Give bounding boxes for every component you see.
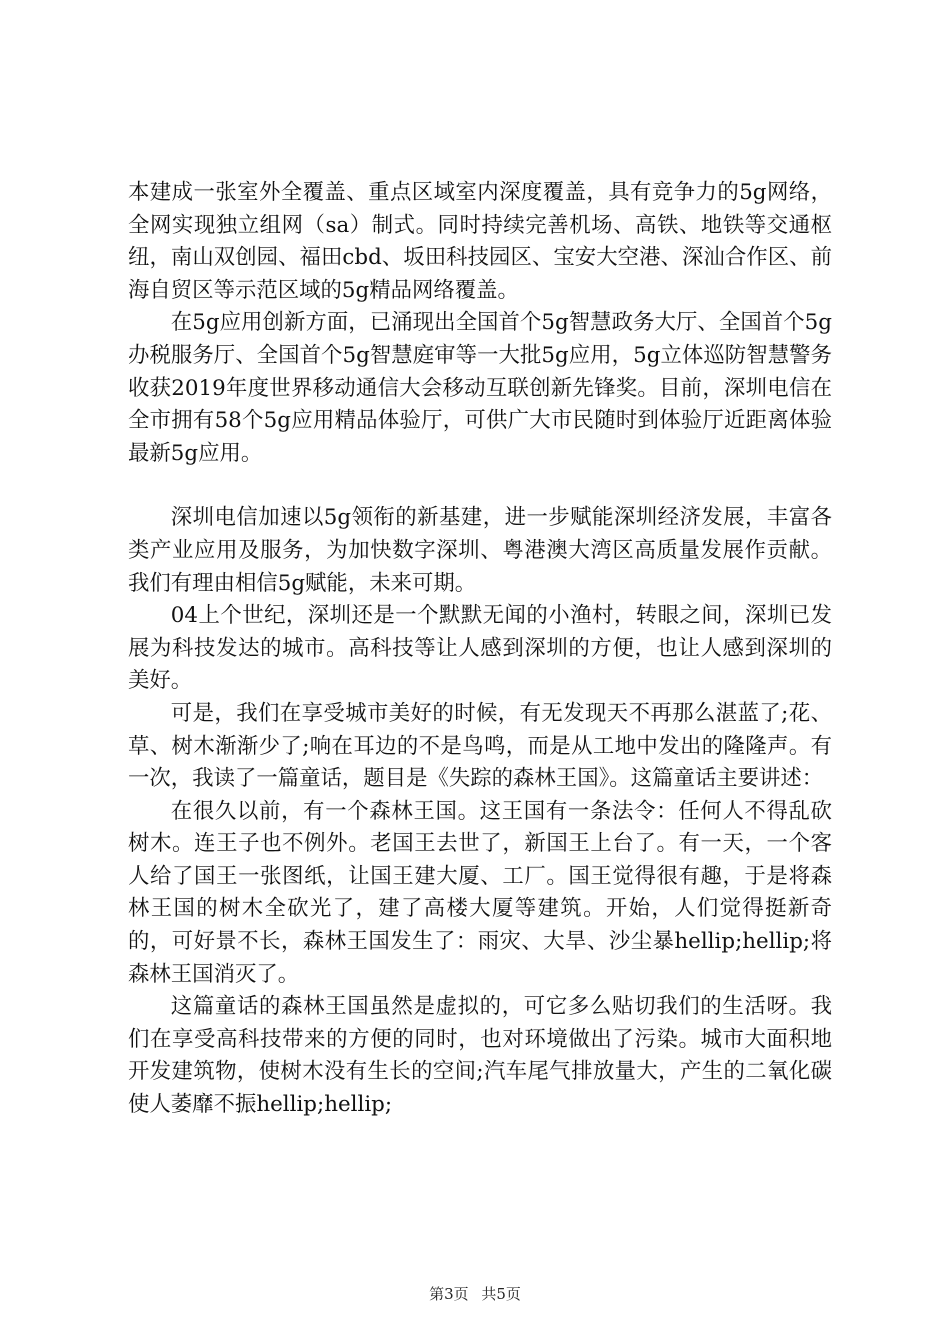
paragraph-2: 在5g应用创新方面，已涌现出全国首个5g智慧政务大厅、全国首个5g办税服务厅、全国首个5g智慧庭审等一大批5g应用，5g立体巡防智慧警务收获2019年度世界移动通信大会移动互联创新先锋奖。目前，深圳电信在全市拥有58个5g应用精品体验厅，可供广大市民随时到体验厅近距离体验最新5g应用。	[128, 310, 832, 466]
paragraph-3: 深圳电信加速以5g领衔的新基建，进一步赋能深圳经济发展，丰富各类产业应用及服务，为加快数字深圳、粤港澳大湾区高质量发展作贡献。我们有理由相信5g赋能，未来可期。	[128, 505, 832, 596]
paragraph-6: 在很久以前，有一个森林王国。这王国有一条法令：任何人不得乱砍树木。连王子也不例外。老国王去世了，新国王上台了。有一天，一个客人给了国王一张图纸，让国王建大厦、工厂。国王觉得很有趣，于是将森林王国的树木全砍光了，建了高楼大厦等建筑。开始，人们觉得挺新奇的，可好景不长，森林王国发生了：雨灾、大旱、沙尘暴hellip;hellip;将森林王国消灭了。	[128, 798, 832, 987]
paragraph-4: 04上个世纪，深圳还是一个默默无闻的小渔村，转眼之间，深圳已发展为科技发达的城市。高科技等让人感到深圳的方便，也让人感到深圳的美好。	[128, 603, 832, 694]
document-body	[128, 177, 832, 1122]
page-footer	[0, 1284, 950, 1304]
page-number: 第3页	[429, 1285, 469, 1303]
paragraph-7: 这篇童话的森林王国虽然是虚拟的，可它多么贴切我们的生活呀。我们在享受高科技带来的方便的同时，也对环境做出了污染。城市大面积地开发建筑物，使树木没有生长的空间;汽车尾气排放量大，产生的二氧化碳使人萎靡不振hellip;hellip;	[128, 994, 832, 1118]
paragraph-1: 本建成一张室外全覆盖、重点区域室内深度覆盖，具有竞争力的5g网络，全网实现独立组网（sa）制式。同时持续完善机场、高铁、地铁等交通枢纽，南山双创园、福田cbd、坂田科技园区、宝安大空港、深汕合作区、前海自贸区等示范区域的5g精品网络覆盖。	[128, 180, 832, 303]
paragraph-5: 可是，我们在享受城市美好的时候，有无发现天不再那么湛蓝了;花、草、树木渐渐少了;响在耳边的不是鸟鸣，而是从工地中发出的隆隆声。有一次，我读了一篇童话，题目是《失踪的森林王国》。这篇童话主要讲述：	[128, 700, 832, 792]
page-total: 共5页	[481, 1285, 521, 1303]
